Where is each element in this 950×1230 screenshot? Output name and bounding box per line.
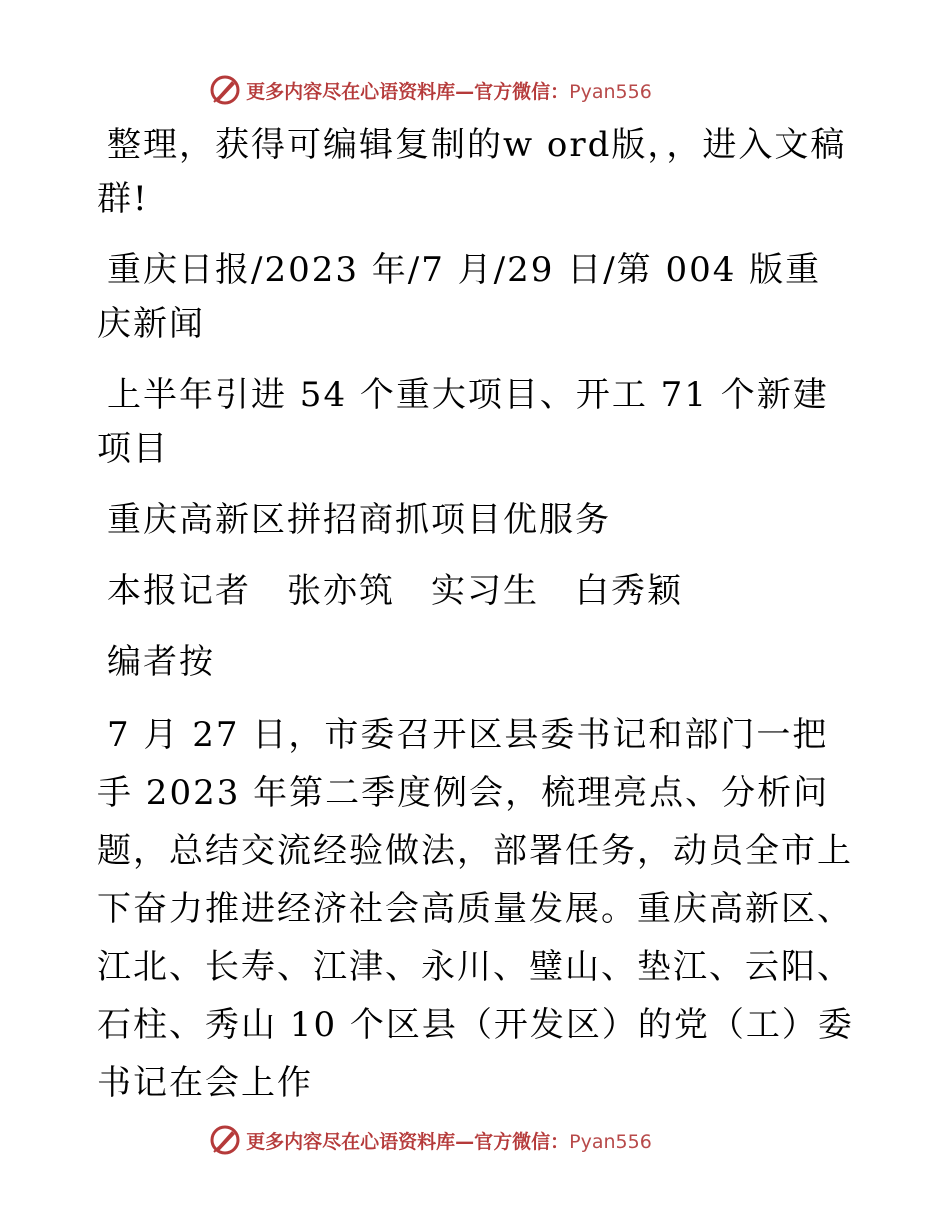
footer-watermark <box>0 1120 950 1160</box>
article-subheadline: 重庆高新区拼招商抓项目优服务 <box>107 500 611 540</box>
header-watermark <box>0 70 950 110</box>
source-line: 重庆日报/2023 年/7 月/29 日/第 004 版重庆新闻 <box>97 250 822 344</box>
watermark-text: 更多内容尽在心语资料库—官方微信： <box>246 80 570 103</box>
body-paragraph: 7 月 27 日，市委召开区县委书记和部门一把手 2023 年第二季度例会，梳理亮点、分析问题，总结交流经验做法，部署任务，动员全市上下奋力推进经济社会高质量发展。重庆高新区、江北、长寿、江津、永川、璧山、垫江、云阳、石柱、秀山 10 个区县（开发区）的党（工）委书记在会上作 <box>97 715 854 1103</box>
byline: 本报记者 张亦筑 实习生 白秀颖 <box>107 571 683 611</box>
quill-seal-icon <box>208 1123 242 1157</box>
quill-seal-icon <box>208 73 242 107</box>
watermark-text: 更多内容尽在心语资料库—官方微信： <box>246 1130 570 1153</box>
intro-note: 整理，获得可编辑复制的w ord版，，进入文稿群! <box>97 125 847 219</box>
watermark-wechat-id: Pyan556 <box>569 80 652 103</box>
article-headline: 上半年引进 54 个重大项目、开工 71 个新建项目 <box>97 375 829 469</box>
document-body <box>97 118 857 1112</box>
editor-note-label: 编者按 <box>107 642 215 682</box>
watermark-wechat-id: Pyan556 <box>569 1130 652 1153</box>
